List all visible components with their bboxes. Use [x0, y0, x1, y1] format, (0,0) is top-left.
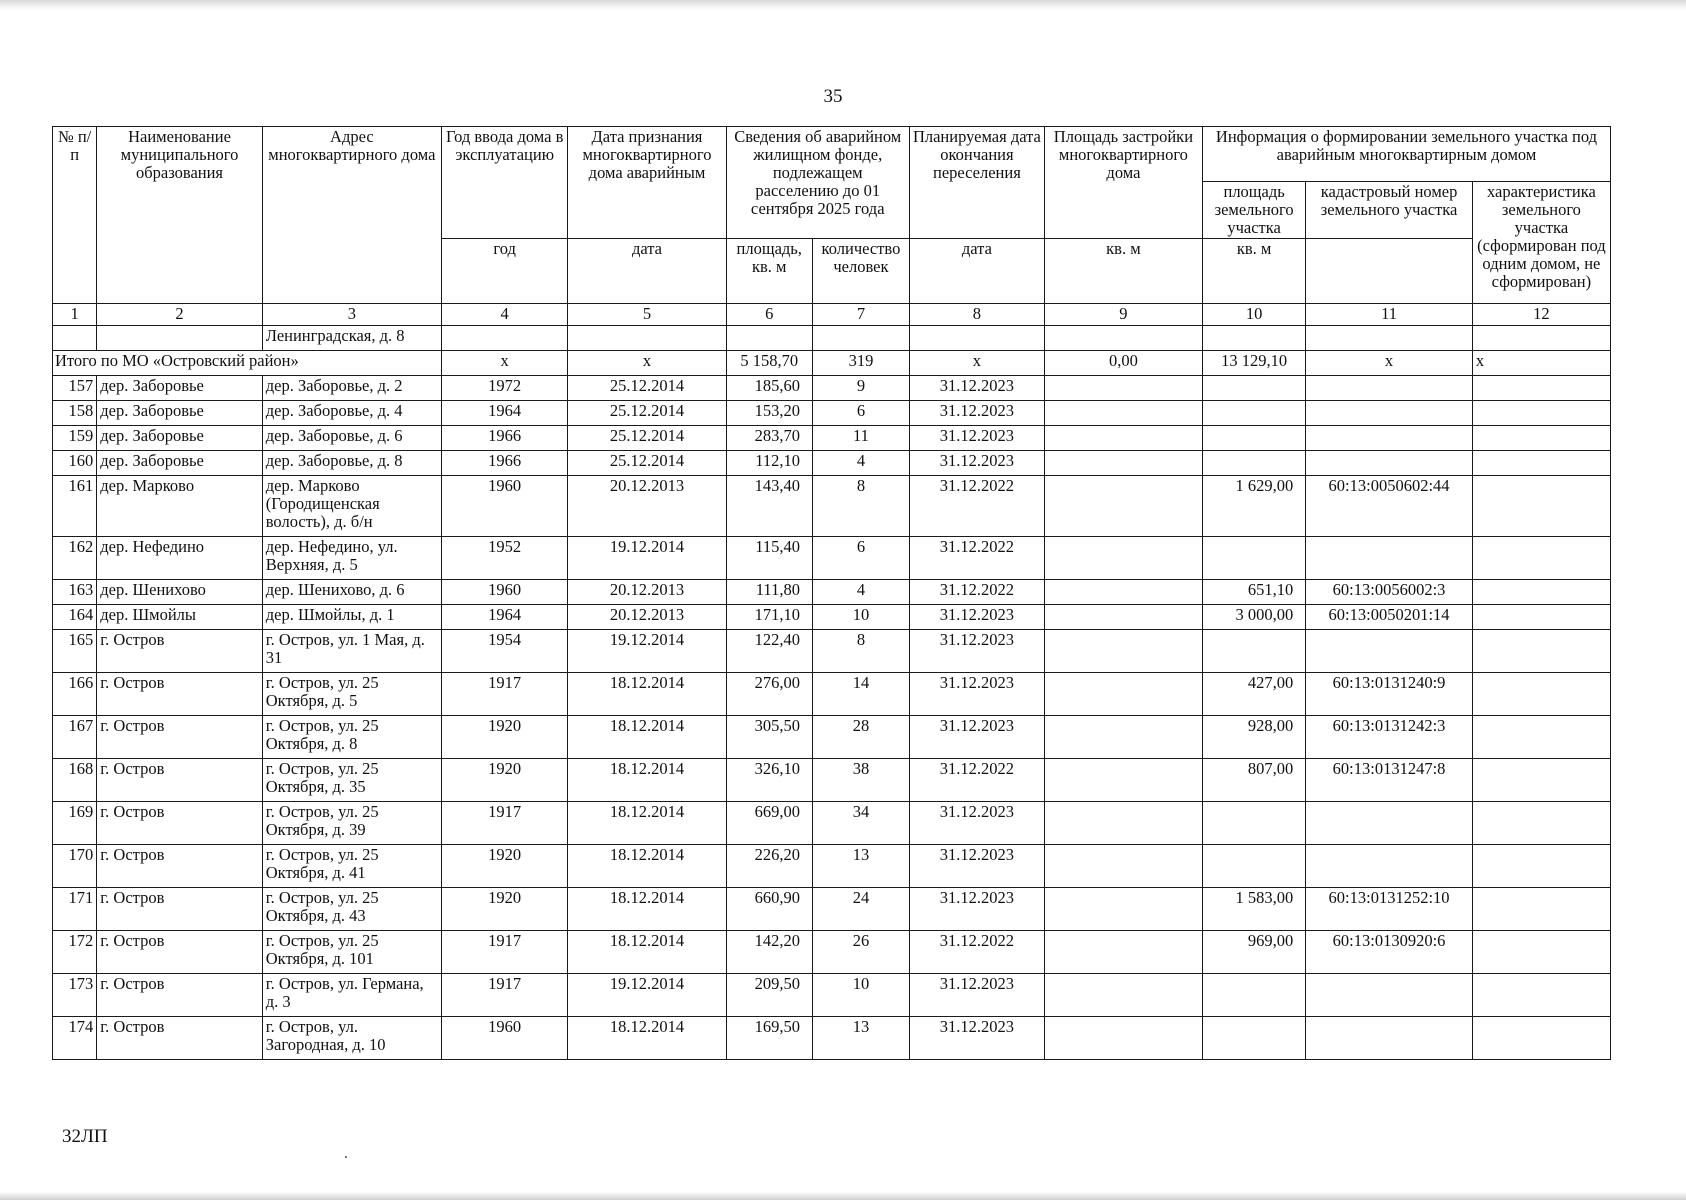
row-cadastral: 60:13:0131247:8 — [1306, 759, 1473, 802]
row-planned-date: 31.12.2022 — [909, 537, 1044, 580]
total-date: x — [568, 351, 726, 376]
row-planned-date: 31.12.2023 — [909, 888, 1044, 931]
row-people: 6 — [812, 537, 909, 580]
row-address: дер. Марково (Городищенская волость), д. б/н — [262, 476, 441, 537]
row-planned-date: 31.12.2023 — [909, 451, 1044, 476]
row-people: 4 — [812, 451, 909, 476]
emergency-housing-table — [52, 126, 1611, 1060]
column-number: 5 — [568, 304, 726, 326]
row-area: 169,50 — [726, 1017, 812, 1060]
row-municipality: дер. Заборовье — [97, 401, 262, 426]
row-characteristic — [1472, 673, 1610, 716]
row-area: 171,10 — [726, 605, 812, 630]
header-building-area: Площадь застройки многоквартирного дома — [1044, 127, 1202, 239]
row-building-area — [1044, 537, 1202, 580]
row-planned-date: 31.12.2023 — [909, 376, 1044, 401]
table-row — [53, 845, 1611, 888]
row-number: 163 — [53, 580, 97, 605]
row-number: 171 — [53, 888, 97, 931]
row-building-area — [1044, 716, 1202, 759]
total-planned: x — [909, 351, 1044, 376]
row-municipality: г. Остров — [97, 1017, 262, 1060]
row-year-built: 1917 — [441, 974, 567, 1017]
row-address: дер. Заборовье, д. 2 — [262, 376, 441, 401]
header-cadastral: кадастровый номер земельного участка — [1306, 182, 1473, 239]
row-characteristic — [1472, 759, 1610, 802]
row-municipality: г. Остров — [97, 845, 262, 888]
total-label: Итого по МО «Островский район» — [53, 351, 442, 376]
row-address: дер. Шмойлы, д. 1 — [262, 605, 441, 630]
row-address: дер. Заборовье, д. 8 — [262, 451, 441, 476]
row-area: 115,40 — [726, 537, 812, 580]
row-building-area — [1044, 376, 1202, 401]
row-number: 169 — [53, 802, 97, 845]
row-date-emergency: 19.12.2014 — [568, 537, 726, 580]
row-cadastral: 60:13:0131252:10 — [1306, 888, 1473, 931]
unit-date-emergency: дата — [568, 239, 726, 304]
column-number: 9 — [1044, 304, 1202, 326]
column-number: 4 — [441, 304, 567, 326]
row-land-area — [1202, 426, 1305, 451]
table-row — [53, 759, 1611, 802]
row-municipality: г. Остров — [97, 716, 262, 759]
row-area: 276,00 — [726, 673, 812, 716]
row-date-emergency: 18.12.2014 — [568, 888, 726, 931]
row-cadastral: 60:13:0131242:3 — [1306, 716, 1473, 759]
table-body — [53, 304, 1611, 1060]
total-row — [53, 351, 1611, 376]
row-characteristic — [1472, 605, 1610, 630]
row-land-area: 427,00 — [1202, 673, 1305, 716]
row-building-area — [1044, 451, 1202, 476]
column-number: 2 — [97, 304, 262, 326]
row-date-emergency: 20.12.2013 — [568, 476, 726, 537]
table-row — [53, 716, 1611, 759]
row-planned-date: 31.12.2023 — [909, 673, 1044, 716]
row-land-area: 1 583,00 — [1202, 888, 1305, 931]
row-people: 8 — [812, 476, 909, 537]
row-characteristic — [1472, 1017, 1610, 1060]
row-land-area — [1202, 376, 1305, 401]
table-row — [53, 888, 1611, 931]
table-row — [53, 401, 1611, 426]
row-date-emergency: 18.12.2014 — [568, 845, 726, 888]
row-number: 166 — [53, 673, 97, 716]
table-row — [53, 376, 1611, 401]
row-cadastral: 60:13:0050201:14 — [1306, 605, 1473, 630]
row-planned-date: 31.12.2023 — [909, 401, 1044, 426]
total-land-area: 13 129,10 — [1202, 351, 1305, 376]
row-year-built: 1952 — [441, 537, 567, 580]
header-land-info: Информация о формировании земельного участка под аварийным многоквартирным домом — [1202, 127, 1610, 182]
row-planned-date: 31.12.2023 — [909, 716, 1044, 759]
column-number: 8 — [909, 304, 1044, 326]
row-number: 159 — [53, 426, 97, 451]
row-cadastral — [1306, 802, 1473, 845]
row-year-built: 1972 — [441, 376, 567, 401]
row-year-built: 1917 — [441, 673, 567, 716]
row-people: 38 — [812, 759, 909, 802]
carryover-num — [53, 326, 97, 351]
row-characteristic — [1472, 630, 1610, 673]
row-cadastral — [1306, 426, 1473, 451]
column-number: 1 — [53, 304, 97, 326]
row-number: 172 — [53, 931, 97, 974]
row-date-emergency: 25.12.2014 — [568, 451, 726, 476]
row-municipality: дер. Заборовье — [97, 451, 262, 476]
row-number: 173 — [53, 974, 97, 1017]
row-date-emergency: 18.12.2014 — [568, 673, 726, 716]
column-number: 7 — [812, 304, 909, 326]
row-number: 168 — [53, 759, 97, 802]
row-year-built: 1920 — [441, 759, 567, 802]
row-address: дер. Заборовье, д. 4 — [262, 401, 441, 426]
table-row — [53, 476, 1611, 537]
row-cadastral — [1306, 376, 1473, 401]
row-date-emergency: 25.12.2014 — [568, 401, 726, 426]
row-area: 326,10 — [726, 759, 812, 802]
row-number: 167 — [53, 716, 97, 759]
row-building-area — [1044, 673, 1202, 716]
column-number: 6 — [726, 304, 812, 326]
row-municipality: дер. Заборовье — [97, 376, 262, 401]
row-number: 170 — [53, 845, 97, 888]
row-cadastral: 60:13:0130920:6 — [1306, 931, 1473, 974]
row-building-area — [1044, 605, 1202, 630]
table-row — [53, 537, 1611, 580]
row-characteristic — [1472, 451, 1610, 476]
row-characteristic — [1472, 888, 1610, 931]
header-planned-date: Планируемая дата окончания переселения — [909, 127, 1044, 239]
row-cadastral: 60:13:0050602:44 — [1306, 476, 1473, 537]
row-address: дер. Шенихово, д. 6 — [262, 580, 441, 605]
row-year-built: 1917 — [441, 802, 567, 845]
row-building-area — [1044, 426, 1202, 451]
row-address: г. Остров, ул. Германа, д. 3 — [262, 974, 441, 1017]
row-municipality: г. Остров — [97, 888, 262, 931]
row-municipality: г. Остров — [97, 974, 262, 1017]
table-row — [53, 931, 1611, 974]
row-characteristic — [1472, 376, 1610, 401]
table-row — [53, 1017, 1611, 1060]
carryover-address: Ленинградская, д. 8 — [262, 326, 441, 351]
unit-area: площадь, кв. м — [726, 239, 812, 304]
row-building-area — [1044, 401, 1202, 426]
row-land-area — [1202, 845, 1305, 888]
row-building-area — [1044, 630, 1202, 673]
row-land-area — [1202, 537, 1305, 580]
row-land-area: 651,10 — [1202, 580, 1305, 605]
row-year-built: 1920 — [441, 888, 567, 931]
row-number: 162 — [53, 537, 97, 580]
table-row — [53, 605, 1611, 630]
row-date-emergency: 25.12.2014 — [568, 376, 726, 401]
row-planned-date: 31.12.2023 — [909, 605, 1044, 630]
header-date-emergency: Дата признания многоквартирного дома аварийным — [568, 127, 726, 239]
row-municipality: дер. Нефедино — [97, 537, 262, 580]
row-people: 9 — [812, 376, 909, 401]
row-number: 174 — [53, 1017, 97, 1060]
row-address: г. Остров, ул. 25 Октября, д. 8 — [262, 716, 441, 759]
row-date-emergency: 18.12.2014 — [568, 1017, 726, 1060]
table-row — [53, 630, 1611, 673]
row-year-built: 1920 — [441, 716, 567, 759]
row-planned-date: 31.12.2022 — [909, 476, 1044, 537]
footer-document-code: 32ЛП — [62, 1126, 108, 1147]
row-planned-date: 31.12.2022 — [909, 580, 1044, 605]
row-date-emergency: 20.12.2013 — [568, 605, 726, 630]
row-area: 305,50 — [726, 716, 812, 759]
row-characteristic — [1472, 802, 1610, 845]
row-characteristic — [1472, 537, 1610, 580]
row-area: 142,20 — [726, 931, 812, 974]
total-building-area: 0,00 — [1044, 351, 1202, 376]
row-date-emergency: 18.12.2014 — [568, 759, 726, 802]
row-people: 26 — [812, 931, 909, 974]
row-land-area — [1202, 630, 1305, 673]
row-date-emergency: 19.12.2014 — [568, 630, 726, 673]
row-address: дер. Заборовье, д. 6 — [262, 426, 441, 451]
total-people: 319 — [812, 351, 909, 376]
row-area: 660,90 — [726, 888, 812, 931]
header-land-area: площадь земельного участка — [1202, 182, 1305, 239]
row-date-emergency: 20.12.2013 — [568, 580, 726, 605]
row-planned-date: 31.12.2023 — [909, 974, 1044, 1017]
row-cadastral — [1306, 537, 1473, 580]
row-land-area: 3 000,00 — [1202, 605, 1305, 630]
row-people: 10 — [812, 974, 909, 1017]
row-cadastral — [1306, 845, 1473, 888]
row-building-area — [1044, 802, 1202, 845]
row-year-built: 1966 — [441, 426, 567, 451]
row-date-emergency: 18.12.2014 — [568, 716, 726, 759]
total-area: 5 158,70 — [726, 351, 812, 376]
table-row — [53, 580, 1611, 605]
row-number: 161 — [53, 476, 97, 537]
row-municipality: г. Остров — [97, 673, 262, 716]
row-cadastral — [1306, 630, 1473, 673]
total-year: x — [441, 351, 567, 376]
header-land-characteristic: характеристика земельного участка (сформирован под одним домом, не сформирован) — [1472, 182, 1610, 304]
row-date-emergency: 18.12.2014 — [568, 802, 726, 845]
row-building-area — [1044, 845, 1202, 888]
row-municipality: г. Остров — [97, 802, 262, 845]
column-number: 10 — [1202, 304, 1305, 326]
row-year-built: 1966 — [441, 451, 567, 476]
table-row — [53, 426, 1611, 451]
row-planned-date: 31.12.2023 — [909, 802, 1044, 845]
row-municipality: г. Остров — [97, 759, 262, 802]
row-land-area: 928,00 — [1202, 716, 1305, 759]
row-land-area — [1202, 1017, 1305, 1060]
row-date-emergency: 25.12.2014 — [568, 426, 726, 451]
row-cadastral — [1306, 401, 1473, 426]
row-land-area — [1202, 451, 1305, 476]
row-building-area — [1044, 1017, 1202, 1060]
row-municipality: дер. Шенихово — [97, 580, 262, 605]
row-building-area — [1044, 759, 1202, 802]
row-planned-date: 31.12.2022 — [909, 931, 1044, 974]
row-building-area — [1044, 931, 1202, 974]
row-people: 8 — [812, 630, 909, 673]
row-year-built: 1960 — [441, 1017, 567, 1060]
row-year-built: 1920 — [441, 845, 567, 888]
row-year-built: 1964 — [441, 605, 567, 630]
row-characteristic — [1472, 845, 1610, 888]
row-area: 209,50 — [726, 974, 812, 1017]
row-year-built: 1964 — [441, 401, 567, 426]
column-number-row — [53, 304, 1611, 326]
row-land-area: 1 629,00 — [1202, 476, 1305, 537]
row-area: 226,20 — [726, 845, 812, 888]
row-address: г. Остров, ул. 25 Октября, д. 39 — [262, 802, 441, 845]
row-people: 10 — [812, 605, 909, 630]
scan-edge-top — [0, 0, 1686, 10]
unit-land-area: кв. м — [1202, 239, 1305, 304]
row-people: 14 — [812, 673, 909, 716]
row-land-area — [1202, 974, 1305, 1017]
row-number: 160 — [53, 451, 97, 476]
row-date-emergency: 18.12.2014 — [568, 931, 726, 974]
row-address: дер. Нефедино, ул. Верхняя, д. 5 — [262, 537, 441, 580]
row-municipality: дер. Шмойлы — [97, 605, 262, 630]
row-area: 185,60 — [726, 376, 812, 401]
unit-cadastral-empty — [1306, 239, 1473, 304]
carryover-row — [53, 326, 1611, 351]
table-row — [53, 802, 1611, 845]
row-address: г. Остров, ул. 25 Октября, д. 41 — [262, 845, 441, 888]
row-building-area — [1044, 580, 1202, 605]
row-land-area: 807,00 — [1202, 759, 1305, 802]
row-people: 28 — [812, 716, 909, 759]
row-planned-date: 31.12.2022 — [909, 759, 1044, 802]
table-row — [53, 974, 1611, 1017]
row-year-built: 1960 — [441, 580, 567, 605]
row-land-area — [1202, 802, 1305, 845]
row-area: 153,20 — [726, 401, 812, 426]
page-number: 35 — [823, 86, 843, 107]
row-area: 122,40 — [726, 630, 812, 673]
row-municipality: г. Остров — [97, 630, 262, 673]
row-people: 4 — [812, 580, 909, 605]
row-building-area — [1044, 476, 1202, 537]
row-people: 13 — [812, 1017, 909, 1060]
row-municipality: г. Остров — [97, 931, 262, 974]
row-planned-date: 31.12.2023 — [909, 1017, 1044, 1060]
row-address: г. Остров, ул. 25 Октября, д. 5 — [262, 673, 441, 716]
table-row — [53, 673, 1611, 716]
row-characteristic — [1472, 931, 1610, 974]
row-number: 157 — [53, 376, 97, 401]
header-num: № п/п — [53, 127, 97, 304]
row-characteristic — [1472, 476, 1610, 537]
row-planned-date: 31.12.2023 — [909, 630, 1044, 673]
row-address: г. Остров, ул. 25 Октября, д. 101 — [262, 931, 441, 974]
row-date-emergency: 19.12.2014 — [568, 974, 726, 1017]
row-planned-date: 31.12.2023 — [909, 426, 1044, 451]
row-number: 165 — [53, 630, 97, 673]
column-number: 12 — [1472, 304, 1610, 326]
row-cadastral — [1306, 451, 1473, 476]
row-area: 283,70 — [726, 426, 812, 451]
scan-edge-bottom — [0, 1192, 1686, 1200]
row-characteristic — [1472, 401, 1610, 426]
row-area: 112,10 — [726, 451, 812, 476]
row-number: 158 — [53, 401, 97, 426]
unit-planned-date: дата — [909, 239, 1044, 304]
row-people: 13 — [812, 845, 909, 888]
carryover-mo — [97, 326, 262, 351]
row-building-area — [1044, 888, 1202, 931]
row-characteristic — [1472, 580, 1610, 605]
row-year-built: 1917 — [441, 931, 567, 974]
row-cadastral — [1306, 974, 1473, 1017]
row-municipality: дер. Марково — [97, 476, 262, 537]
header-municipality: Наименование муниципального образования — [97, 127, 262, 304]
row-area: 669,00 — [726, 802, 812, 845]
column-number: 11 — [1306, 304, 1473, 326]
row-area: 111,80 — [726, 580, 812, 605]
row-land-area — [1202, 401, 1305, 426]
row-year-built: 1954 — [441, 630, 567, 673]
row-address: г. Остров, ул. Загородная, д. 10 — [262, 1017, 441, 1060]
row-people: 11 — [812, 426, 909, 451]
total-cadastral: x — [1306, 351, 1473, 376]
unit-building-area: кв. м — [1044, 239, 1202, 304]
row-address: г. Остров, ул. 25 Октября, д. 43 — [262, 888, 441, 931]
scan-speck — [345, 1156, 347, 1158]
row-address: г. Остров, ул. 1 Мая, д. 31 — [262, 630, 441, 673]
row-building-area — [1044, 974, 1202, 1017]
header-row — [53, 127, 1611, 182]
row-people: 6 — [812, 401, 909, 426]
row-characteristic — [1472, 716, 1610, 759]
unit-people: количество человек — [812, 239, 909, 304]
row-number: 164 — [53, 605, 97, 630]
row-people: 24 — [812, 888, 909, 931]
header-emergency-fund: Сведения об аварийном жилищном фонде, подлежащем расселению до 01 сентября 2025 года — [726, 127, 909, 239]
unit-year: год — [441, 239, 567, 304]
row-characteristic — [1472, 426, 1610, 451]
row-characteristic — [1472, 974, 1610, 1017]
row-cadastral: 60:13:0131240:9 — [1306, 673, 1473, 716]
row-land-area: 969,00 — [1202, 931, 1305, 974]
row-planned-date: 31.12.2023 — [909, 845, 1044, 888]
row-year-built: 1960 — [441, 476, 567, 537]
row-address: г. Остров, ул. 25 Октября, д. 35 — [262, 759, 441, 802]
header-year-built: Год ввода дома в эксплуатацию — [441, 127, 567, 239]
column-number: 3 — [262, 304, 441, 326]
row-area: 143,40 — [726, 476, 812, 537]
table-row — [53, 451, 1611, 476]
row-cadastral: 60:13:0056002:3 — [1306, 580, 1473, 605]
row-cadastral — [1306, 1017, 1473, 1060]
header-address: Адрес многоквартирного дома — [262, 127, 441, 304]
row-people: 34 — [812, 802, 909, 845]
total-characteristic: x — [1472, 351, 1610, 376]
row-municipality: дер. Заборовье — [97, 426, 262, 451]
